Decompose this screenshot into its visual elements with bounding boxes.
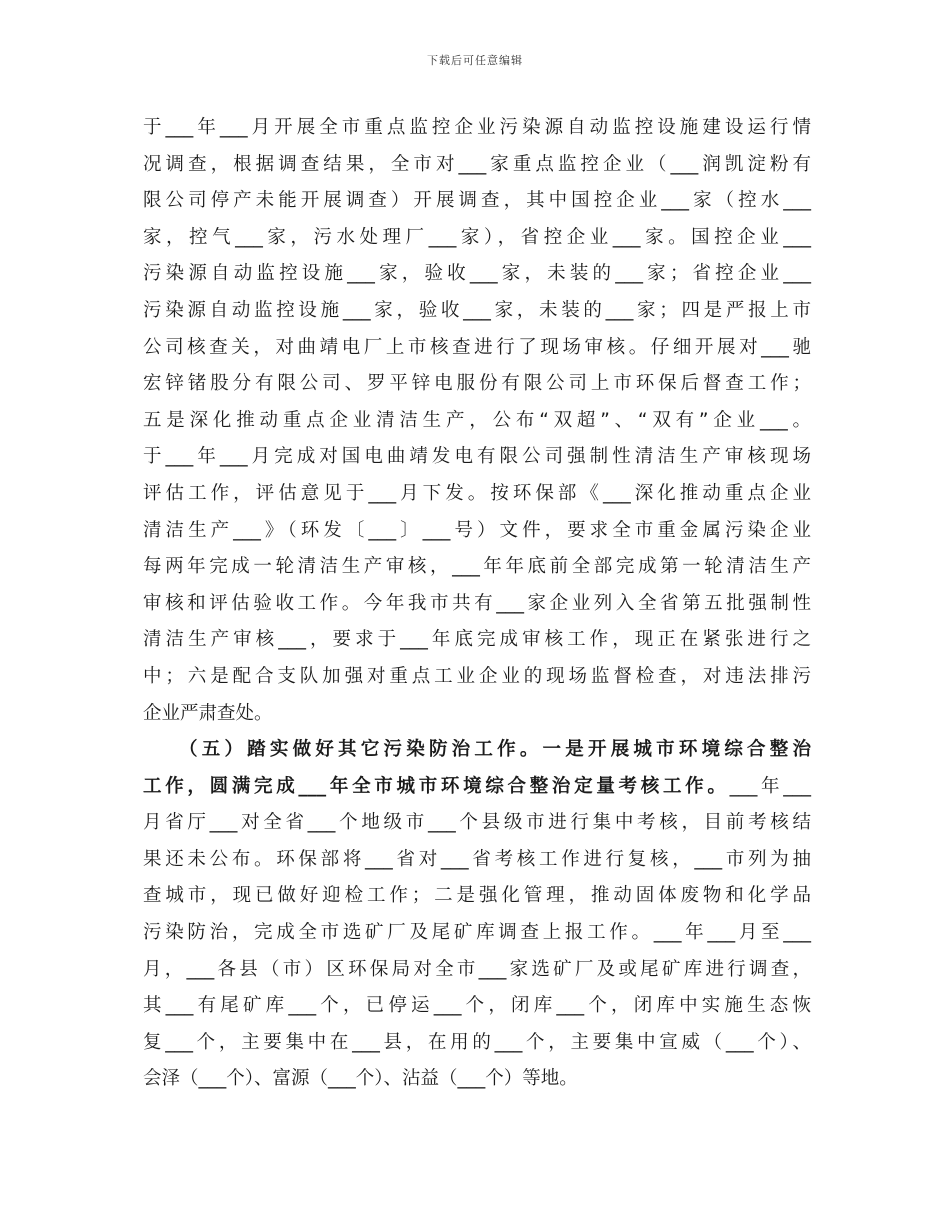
text-line: 清洁生产___》（环发〔___〕___号）文件，要求全市重金属污染企业 [143,519,811,541]
text-line: 每两年完成一轮清洁生产审核，___年年底前全部完成第一轮清洁生产 [143,556,811,578]
text-line: 宏锌锗股分有限公司、罗平锌电服份有限公司上市环保后督查工作； [143,373,811,395]
text-line: 审核和评估验收工作。今年我市共有___家企业列入全省第五批强制性 [143,592,811,614]
text-line: 评估工作，评估意见于___月下发。按环保部《___深化推动重点企业 [143,482,811,504]
text-run: ___年___ [729,775,811,797]
text-line: 污染源自动监控设施___家，验收___家，未装的___家；四是严报上市 [143,299,811,321]
paragraph-1 [143,110,811,732]
text-line: 家，控气___家，污水处理厂___家），省控企业___家。国控企业___ [143,226,811,248]
text-line: 查城市，现已做好迎检工作；二是强化管理，推动固体废物和化学品 [143,885,811,907]
text-line: 复___个，主要集中在___县，在用的___个，主要集中宣威（___个）、 [143,1031,811,1053]
text-line: 限公司停产未能开展调查）开展调查，其中国控企业___家（控水___ [143,190,811,212]
text-line: 果还未公布。环保部将___省对___省考核工作进行复核，___市列为抽 [143,848,811,870]
text-line: 清洁生产审核___，要求于___年底完成审核工作，现正在紧张进行之 [143,629,811,651]
text-line [143,769,811,806]
paragraph-section-5 [143,732,811,1098]
text-line: 其___有尾矿库___个，已停运___个，闭库___个，闭库中实施生态恢 [143,995,811,1017]
text-line: 月省厅___对全省___个地级市___个县级市进行集中考核，目前考核结 [143,812,811,834]
text-line: 五是深化推动重点企业清洁生产，公布“双超”、“双有”企业___。 [143,409,811,431]
text-line: 于___年___月开展全市重点监控企业污染源自动监控设施建设运行情 [143,117,811,138]
text-line: 公司核查关，对曲靖电厂上市核查进行了现场审核。仔细开展对___驰 [143,336,811,358]
section-heading: （五）踏实做好其它污染防治工作。一是开展城市环境综合整治 [179,739,811,761]
document-body [143,110,811,1098]
text-line: 月，___各县（市）区环保局对全市___家选矿厂及或尾矿库进行调查， [143,958,811,980]
text-line: 企业严肃查处。 [143,702,273,724]
text-line: 于___年___月完成对国电曲靖发电有限公司强制性清洁生产审核现场 [143,446,811,468]
text-line: 会泽（___个）、富源（___个）、沾益（___个）等地。 [143,1068,578,1090]
page-header: 下载后可任意编辑 [427,54,523,67]
text-line: 中；六是配合支队加强对重点工业企业的现场监督检查，对违法排污 [143,665,811,687]
section-heading-continued: 工作，圆满完成___年全市城市环境综合整治定量考核工作。 [143,775,730,797]
text-line: 污染防治，完成全市选矿厂及尾矿库调查上报工作。___年___月至___ [143,922,811,944]
text-line: 污染源自动监控设施___家，验收___家，未装的___家；省控企业___ [143,263,811,285]
text-line: 况调查，根据调查结果，全市对___家重点监控企业（___润凯淀粉有 [143,153,811,175]
